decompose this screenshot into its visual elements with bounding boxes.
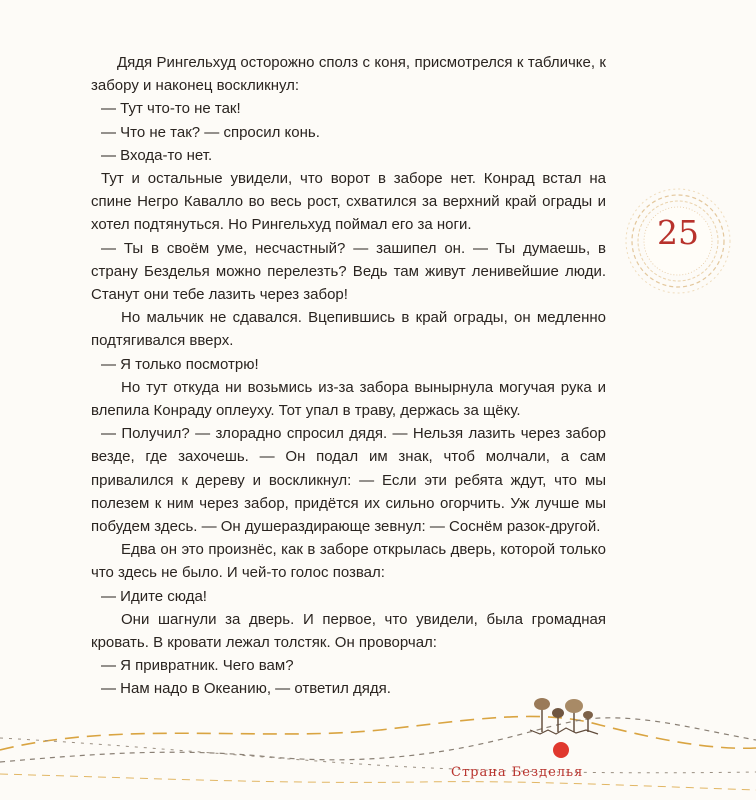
paragraph: — Получил? — злорадно спросил дядя. — Нельзя лазить через забор везде, где захочешь. — Он подал им знак, чтоб молчали, а сам привалился к дереву и воскликнул: — Если эти ребята ждут, что мы полезем к ним через забор, придётся их сильно огорчить. Уж лучше мы побудем здесь. — Он душераздирающе зевнул: — Соснём разок-другой. bbox=[91, 425, 606, 536]
paragraph: — Я привратник. Чего вам? bbox=[101, 657, 294, 675]
paragraph: — Тут что-то не так! bbox=[101, 100, 241, 118]
main-text bbox=[91, 51, 606, 701]
paragraph: — Ты в своём уме, несчастный? — зашипел он. — Ты думаешь, в страну Безделья можно перелезть? Ведь там живут ленивейшие люди. Станут они тебе лазить через забор! bbox=[91, 239, 606, 304]
paragraph: — Нам надо в Океанию, — ответил дядя. bbox=[101, 680, 391, 698]
paragraph: Но мальчик не сдавался. Вцепившись в край ограды, он медленно подтягивался вверх. bbox=[91, 309, 606, 350]
paragraph: — Я только посмотрю! bbox=[101, 355, 259, 373]
running-footer-title: Страна Безделья bbox=[451, 765, 584, 780]
paragraph: — Входа-то нет. bbox=[101, 146, 213, 164]
paragraph: Тут и остальные увидели, что ворот в заборе нет. Конрад встал на спине Негро Кавалло во весь рост, схватился за верхний край ограды и хотел подтянуться. Но Рингельхуд поймал его за ноги. bbox=[91, 170, 606, 234]
paragraph: Дядя Рингельхуд осторожно сполз с коня, присмотрелся к табличке, к забору и наконец воскликнул: bbox=[91, 54, 606, 95]
paragraph: — Идите сюда! bbox=[101, 587, 207, 605]
mushroom-trees-icon bbox=[528, 692, 600, 734]
paragraph: Но тут откуда ни возьмись из-за забора вынырнула могучая рука и влепила Конраду оплеуху. Тот упал в траву, держась за щёку. bbox=[91, 378, 606, 420]
page-number: 25 bbox=[657, 213, 699, 252]
hill-landscape-icon bbox=[0, 690, 756, 800]
paragraph: Они шагнули за дверь. И первое, что увидели, была громадная кровать. В кровати лежал толстяк. Он проворчал: bbox=[91, 610, 606, 652]
paragraph: — Что не так? — спросил конь. bbox=[101, 123, 320, 141]
paragraph: Едва он это произнёс, как в заборе открылась дверь, которой только что здесь не было. И чей-то голос позвал: bbox=[91, 541, 606, 582]
